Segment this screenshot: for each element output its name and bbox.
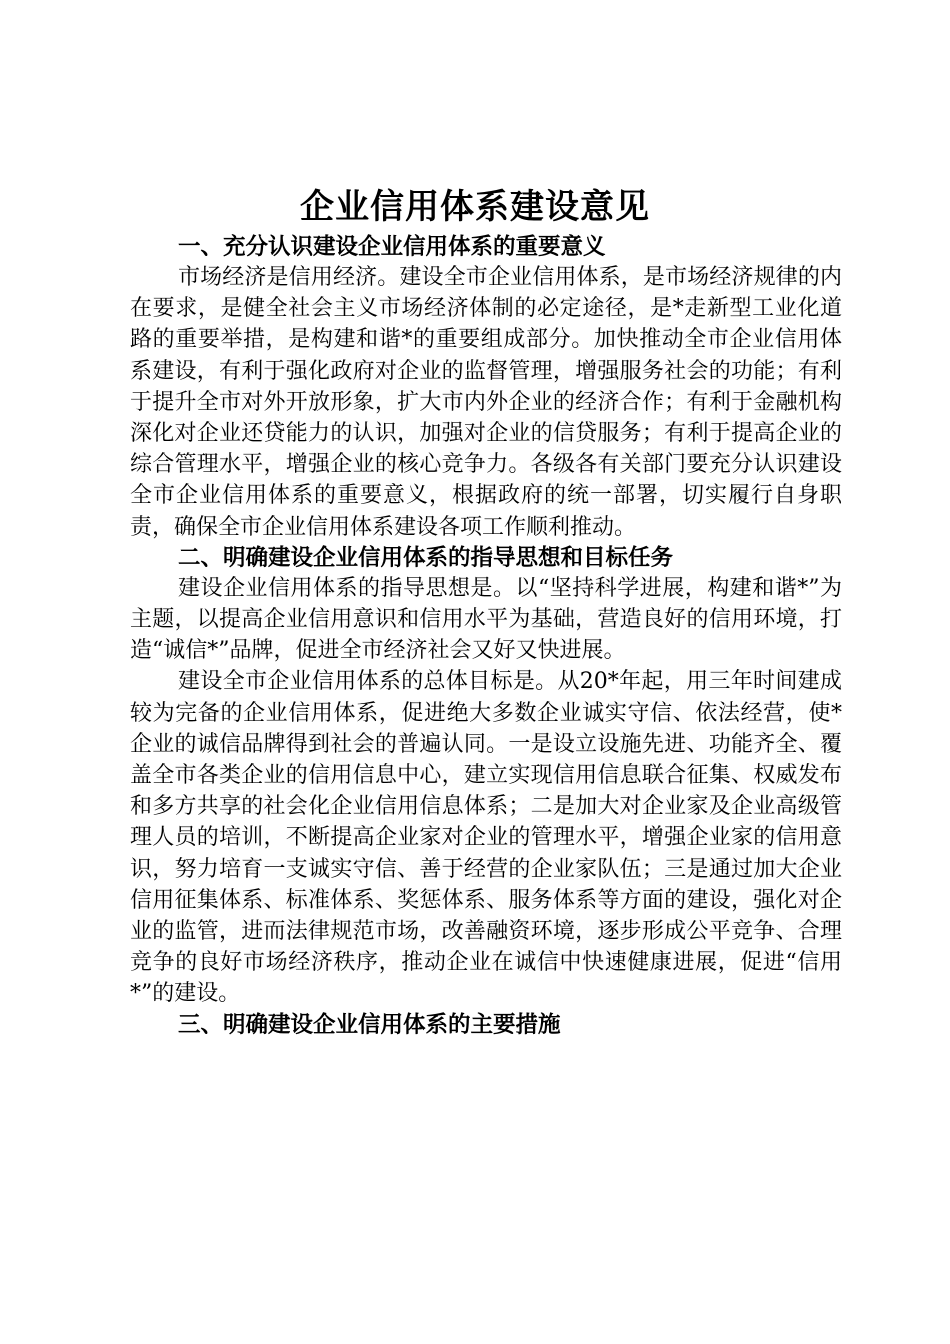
section-2-paragraph-guiding-ideology: 建设企业信用体系的指导思想是。以“坚持科学进展，构建和谐*”为主题，以提高企业信用意识和信用水平为基础，营造良好的信用环境，打造“诚信*”品牌，促进全市经济社会又好又快进展。 (130, 575, 842, 664)
section-heading-1: 一、充分认识建设企业信用体系的重要意义 (178, 234, 606, 260)
section-heading-3: 三、明确建设企业信用体系的主要措施 (178, 1011, 561, 1038)
document-body (130, 232, 842, 1040)
section-2-paragraph-overall-goal: 建设全市企业信用体系的总体目标是。从20*年起，用三年时间建成较为完备的企业信用体系，促进绝大多数企业诚实守信、依法经营，使*企业的诚信品牌得到社会的普遍认同。一是设立设施先进、功能齐全、覆盖全市各类企业的信用信息中心，建立实现信用信息联合征集、权威发布和多方共享的社会化企业信用信息体系；二是加大对企业家及企业高级管理人员的培训，不断提高企业家对企业的管理水平，增强企业家的信用意识，努力培育一支诚实守信、善于经营的企业家队伍；三是通过加大企业信用征集体系、标准体系、奖惩体系、服务体系等方面的建设，强化对企业的监管，进而法律规范市场，改善融资环境，逐步形成公平竞争、合理竞争的良好市场经济秩序，推动企业在诚信中快速健康进展，促进“信用*”的建设。 (130, 669, 842, 1007)
document-title: 企业信用体系建设意见 (300, 187, 650, 227)
section-heading-2: 二、明确建设企业信用体系的指导思想和目标任务 (178, 544, 674, 571)
section-1-paragraph: 市场经济是信用经济。建设全市企业信用体系，是市场经济规律的内在要求，是健全社会主义市场经济体制的必定途径，是*走新型工业化道路的重要举措，是构建和谐*的重要组成部分。加快推动全市企业信用体系建设，有利于强化政府对企业的监督管理，增强服务社会的功能；有利于提升全市对外开放形象，扩大市内外企业的经济合作；有利于金融机构深化对企业还贷能力的认识，加强对企业的信贷服务；有利于提高企业的综合管理水平，增强企业的核心竞争力。各级各有关部门要充分认识建设全市企业信用体系的重要意义，根据政府的统一部署，切实履行自身职责，确保全市企业信用体系建设各项工作顺利推动。 (130, 265, 842, 540)
